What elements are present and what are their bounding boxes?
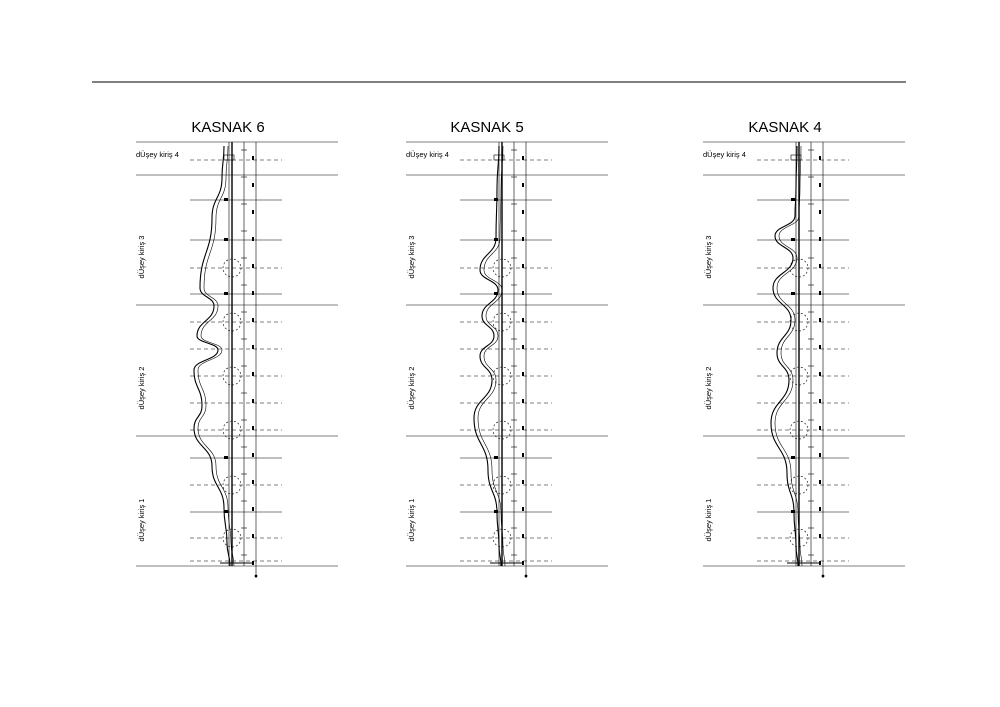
dimension-mark [819,264,821,268]
joint-block [494,456,498,459]
dimension-mark [522,561,524,565]
dimension-mark [522,507,524,511]
dimension-mark [252,291,254,295]
dimension-mark [819,480,821,484]
joint-block [791,238,795,241]
dimension-mark [819,453,821,457]
dimension-mark [252,156,254,160]
dimension-mark [522,210,524,214]
profile-curve [771,146,798,566]
dimension-mark [252,372,254,376]
label-beam-3: dÜşey kiriş 3 [704,235,713,279]
dimension-mark [522,291,524,295]
label-beam-4: dÜşey kiriş 4 [703,150,746,159]
panel-title: KASNAK 5 [450,119,524,136]
label-beam-4: dÜşey kiriş 4 [406,150,449,159]
dimension-mark [252,534,254,538]
dimension-mark [252,210,254,214]
panel-kasnak-4 [703,119,905,578]
dimension-mark [819,291,821,295]
label-beam-1: dÜşey kiriş 1 [407,498,416,542]
dimension-mark [252,264,254,268]
joint-block [791,456,795,459]
panel-title: KASNAK 4 [748,119,822,136]
label-beam-3: dÜşey kiriş 3 [407,235,416,279]
profile-curve [474,146,501,566]
dimension-mark [252,426,254,430]
dimension-mark [252,453,254,457]
dimension-mark [252,345,254,349]
dimension-mark [522,183,524,187]
dimension-mark [819,345,821,349]
profile-curve-offset [478,146,505,566]
dimension-mark [819,561,821,565]
bottom-marker [525,575,528,578]
bottom-marker [822,575,825,578]
dimension-mark [522,156,524,160]
label-beam-3: dÜşey kiriş 3 [137,235,146,279]
dimension-mark [522,399,524,403]
dimension-mark [252,561,254,565]
dimension-mark [522,480,524,484]
dimension-mark [522,534,524,538]
profile-curve-offset [775,146,802,566]
joint-block [224,292,228,295]
label-beam-2: dÜşey kiriş 2 [137,366,146,410]
dimension-mark [819,534,821,538]
bottom-marker [255,575,258,578]
profile-curve-offset [198,146,234,566]
dimension-mark [819,210,821,214]
dimension-mark [819,507,821,511]
dimension-mark [819,318,821,322]
panel-kasnak-6 [136,119,338,578]
dimension-mark [819,156,821,160]
dimension-mark [819,237,821,241]
dimension-mark [522,453,524,457]
dimension-mark [252,237,254,241]
dimension-mark [252,183,254,187]
label-beam-1: dÜşey kiriş 1 [137,498,146,542]
label-beam-4: dÜşey kiriş 4 [136,150,179,159]
dimension-mark [252,507,254,511]
joint-block [224,198,228,201]
joint-block [791,198,795,201]
panel-lines [703,142,905,578]
joint-block [791,292,795,295]
dimension-mark [819,399,821,403]
joint-block [224,238,228,241]
profile-curve [194,146,230,566]
joint-block [224,456,228,459]
dimension-mark [522,372,524,376]
dimension-mark [522,426,524,430]
dimension-mark [819,372,821,376]
panel-kasnak-5 [406,119,608,578]
label-beam-2: dÜşey kiriş 2 [704,366,713,410]
dimension-mark [522,264,524,268]
dimension-mark [819,426,821,430]
panel-title: KASNAK 6 [191,119,265,136]
label-beam-2: dÜşey kiriş 2 [407,366,416,410]
dimension-mark [522,237,524,241]
label-beam-1: dÜşey kiriş 1 [704,498,713,542]
dimension-mark [252,318,254,322]
dimension-mark [522,345,524,349]
panel-lines [406,142,608,578]
dimension-mark [819,183,821,187]
dimension-mark [252,399,254,403]
panel-lines [136,142,338,578]
dimension-mark [522,318,524,322]
dimension-mark [252,480,254,484]
